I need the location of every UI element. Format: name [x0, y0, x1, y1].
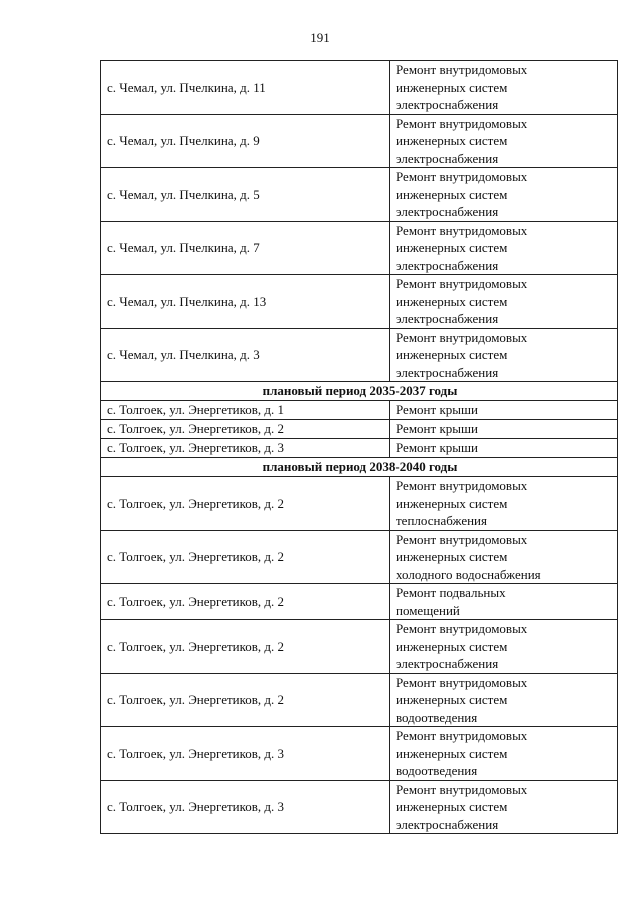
address-cell: с. Толгоек, ул. Энергетиков, д. 1: [101, 401, 390, 420]
address-cell: с. Толгоек, ул. Энергетиков, д. 2: [101, 420, 390, 439]
address-cell: с. Толгоек, ул. Энергетиков, д. 2: [101, 584, 390, 620]
work-type-cell: [390, 780, 618, 834]
address-cell: с. Толгоек, ул. Энергетиков, д. 2: [101, 477, 390, 531]
work-type-cell: [390, 673, 618, 727]
work-type-line: инженерных систем: [396, 692, 508, 707]
work-type-line: Ремонт внутридомовых: [396, 621, 528, 636]
work-type-line: инженерных систем: [396, 133, 508, 148]
work-type-line: инженерных систем: [396, 495, 508, 511]
table-row: [101, 727, 618, 781]
work-type-cell: [390, 439, 618, 458]
work-type-cell: [390, 114, 618, 168]
address-cell: с. Толгоек, ул. Энергетиков, д. 3: [101, 439, 390, 458]
work-type-line: инженерных систем: [396, 186, 508, 202]
work-type-cell: [390, 584, 618, 620]
work-type-line: инженерных систем: [396, 240, 508, 255]
work-type-line: Ремонт крыши: [396, 402, 478, 418]
work-type-line: инженерных систем: [396, 638, 508, 654]
address-cell: с. Чемал, ул. Пчелкина, д. 5: [101, 168, 390, 222]
table-row: [101, 114, 618, 168]
work-type-line: Ремонт внутридомовых: [396, 531, 528, 547]
period-header: плановый период 2035-2037 годы: [101, 382, 618, 401]
table-row: [101, 530, 618, 584]
work-type-cell: [390, 61, 618, 115]
address-cell: с. Чемал, ул. Пчелкина, д. 3: [101, 328, 390, 382]
work-type-line: электроснабжения: [396, 257, 499, 273]
address-cell: с. Толгоек, ул. Энергетиков, д. 2: [101, 620, 390, 674]
work-type-cell: [390, 530, 618, 584]
work-type-line: инженерных систем: [396, 347, 508, 362]
work-type-line: Ремонт внутридомовых: [396, 169, 528, 184]
table-row: [101, 61, 618, 115]
work-type-line: Ремонт внутридомовых: [396, 222, 528, 238]
table-row: [101, 168, 618, 222]
table-row: [101, 439, 618, 458]
address-cell: с. Чемал, ул. Пчелкина, д. 11: [101, 61, 390, 115]
work-type-cell: [390, 168, 618, 222]
table-row: [101, 221, 618, 275]
table-row: [101, 477, 618, 531]
address-cell: с. Толгоек, ул. Энергетиков, д. 3: [101, 780, 390, 834]
work-type-cell: [390, 727, 618, 781]
work-type-line: электроснабжения: [396, 311, 499, 326]
work-type-line: Ремонт крыши: [396, 421, 478, 437]
work-type-line: электроснабжения: [396, 656, 499, 671]
work-type-line: холодного водоснабжения: [396, 566, 541, 582]
work-type-line: Ремонт внутридомовых: [396, 329, 528, 345]
work-type-line: Ремонт внутридомовых: [396, 781, 528, 797]
period-header-row: [101, 382, 618, 401]
address-cell: с. Чемал, ул. Пчелкина, д. 7: [101, 221, 390, 275]
work-type-line: Ремонт внутридомовых: [396, 674, 528, 690]
work-type-cell: [390, 275, 618, 329]
table-row: [101, 328, 618, 382]
page-number: 191: [310, 30, 330, 45]
work-type-line: инженерных систем: [396, 79, 508, 95]
work-type-cell: [390, 221, 618, 275]
work-type-line: помещений: [396, 602, 460, 618]
work-type-line: электроснабжения: [396, 364, 499, 380]
table-row: [101, 401, 618, 420]
period-header-row: [101, 458, 618, 477]
work-type-line: водоотведения: [396, 709, 478, 725]
table-row: [101, 620, 618, 674]
work-type-line: электроснабжения: [396, 150, 499, 166]
work-type-line: Ремонт внутридомовых: [396, 276, 528, 291]
table-row: [101, 584, 618, 620]
work-type-line: Ремонт внутридомовых: [396, 478, 528, 493]
work-type-line: Ремонт внутридомовых: [396, 115, 528, 131]
work-type-line: Ремонт подвальных: [396, 585, 506, 600]
work-type-line: инженерных систем: [396, 293, 508, 309]
address-cell: с. Толгоек, ул. Энергетиков, д. 3: [101, 727, 390, 781]
work-type-line: электроснабжения: [396, 204, 499, 219]
table-row: [101, 673, 618, 727]
repair-schedule-table: [100, 60, 618, 834]
work-type-cell: [390, 420, 618, 439]
work-type-line: Ремонт внутридомовых: [396, 728, 528, 743]
work-type-line: инженерных систем: [396, 799, 508, 814]
work-type-cell: [390, 401, 618, 420]
work-type-cell: [390, 328, 618, 382]
work-type-line: теплоснабжения: [396, 513, 487, 528]
work-type-line: инженерных систем: [396, 549, 508, 564]
period-header: плановый период 2038-2040 годы: [101, 458, 618, 477]
address-cell: с. Чемал, ул. Пчелкина, д. 13: [101, 275, 390, 329]
table-row: [101, 275, 618, 329]
address-cell: с. Чемал, ул. Пчелкина, д. 9: [101, 114, 390, 168]
work-type-line: электроснабжения: [396, 97, 499, 112]
work-type-line: Ремонт внутридомовых: [396, 62, 528, 77]
table-body: [101, 61, 618, 834]
table-row: [101, 420, 618, 439]
address-cell: с. Толгоек, ул. Энергетиков, д. 2: [101, 530, 390, 584]
work-type-cell: [390, 620, 618, 674]
work-type-line: инженерных систем: [396, 745, 508, 761]
work-type-line: водоотведения: [396, 763, 478, 778]
work-type-line: Ремонт крыши: [396, 440, 478, 456]
work-type-cell: [390, 477, 618, 531]
work-type-line: электроснабжения: [396, 816, 499, 832]
table-row: [101, 780, 618, 834]
address-cell: с. Толгоек, ул. Энергетиков, д. 2: [101, 673, 390, 727]
